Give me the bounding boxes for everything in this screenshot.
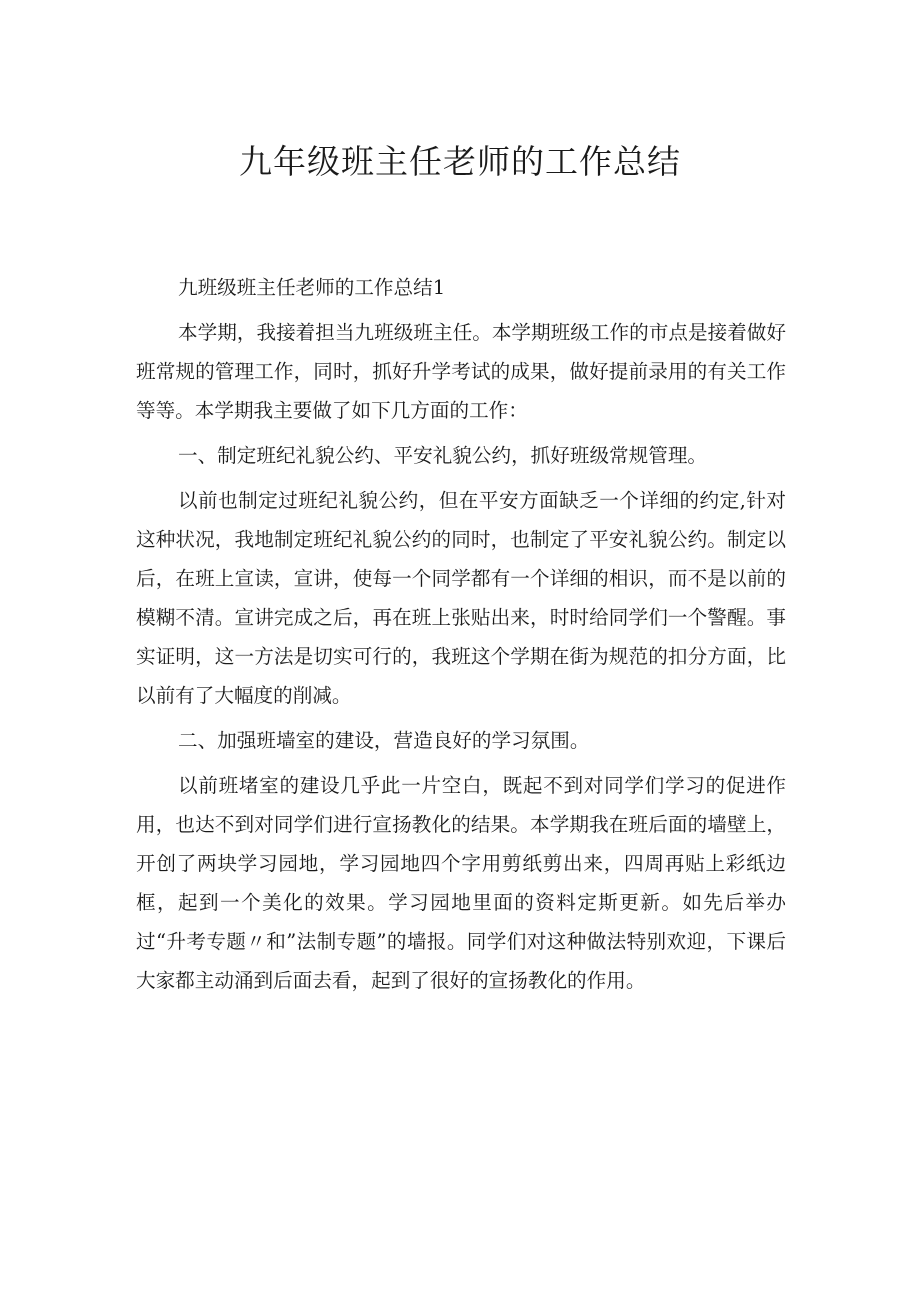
document-body — [136, 268, 786, 1006]
document-title: 九年级班主任老师的工作总结 — [239, 142, 681, 181]
paragraph: 本学期，我接着担当九班级班主任。本学期班级工作的市点是接着做好班常规的管理工作，同时，抓好升学考试的成果，做好提前录用的有关工作等等。本学期我主要做了如下几方面的工作： — [136, 321, 786, 422]
section-heading: 九班级班主任老师的工作总结1 — [178, 276, 446, 299]
subsection-heading: 一、制定班纪礼貌公约、平安礼貌公约，抓好班级常规管理。 — [178, 444, 708, 467]
paragraph: 以前班堵室的建设几乎此一片空白，既起不到对同学们学习的促进作用，也达不到对同学们进行宣扬教化的结果。本学期我在班后面的墙壁上，开创了两块学习园地，学习园地四个字用剪纸剪出来，四周再贴上彩纸边框，起到一个美化的效果。学习园地里面的资料定斯更新。如先后举办过“升考专题〃和”法制专题”的墙报。同学们对这种做法特别欢迎，下课后大家都主动涌到后面去看，起到了很好的宣扬教化的作用。 — [136, 774, 786, 992]
paragraph: 以前也制定过班纪礼貌公约，但在平安方面缺乏一个详细的约定,针对这种状况，我地制定班纪礼貌公约的同时，也制定了平安礼貌公约。制定以后，在班上宣读，宣讲，使每一个同学都有一个详细的相识，而不是以前的模糊不清。宣讲完成之后，再在班上张贴出来，时时给同学们一个警醒。事实证明，这一方法是切实可行的，我班这个学期在街为规范的扣分方面，比以前有了大幅度的削减。 — [136, 489, 786, 707]
subsection-heading: 二、加强班墙室的建设，营造良好的学习氛围。 — [178, 729, 590, 752]
